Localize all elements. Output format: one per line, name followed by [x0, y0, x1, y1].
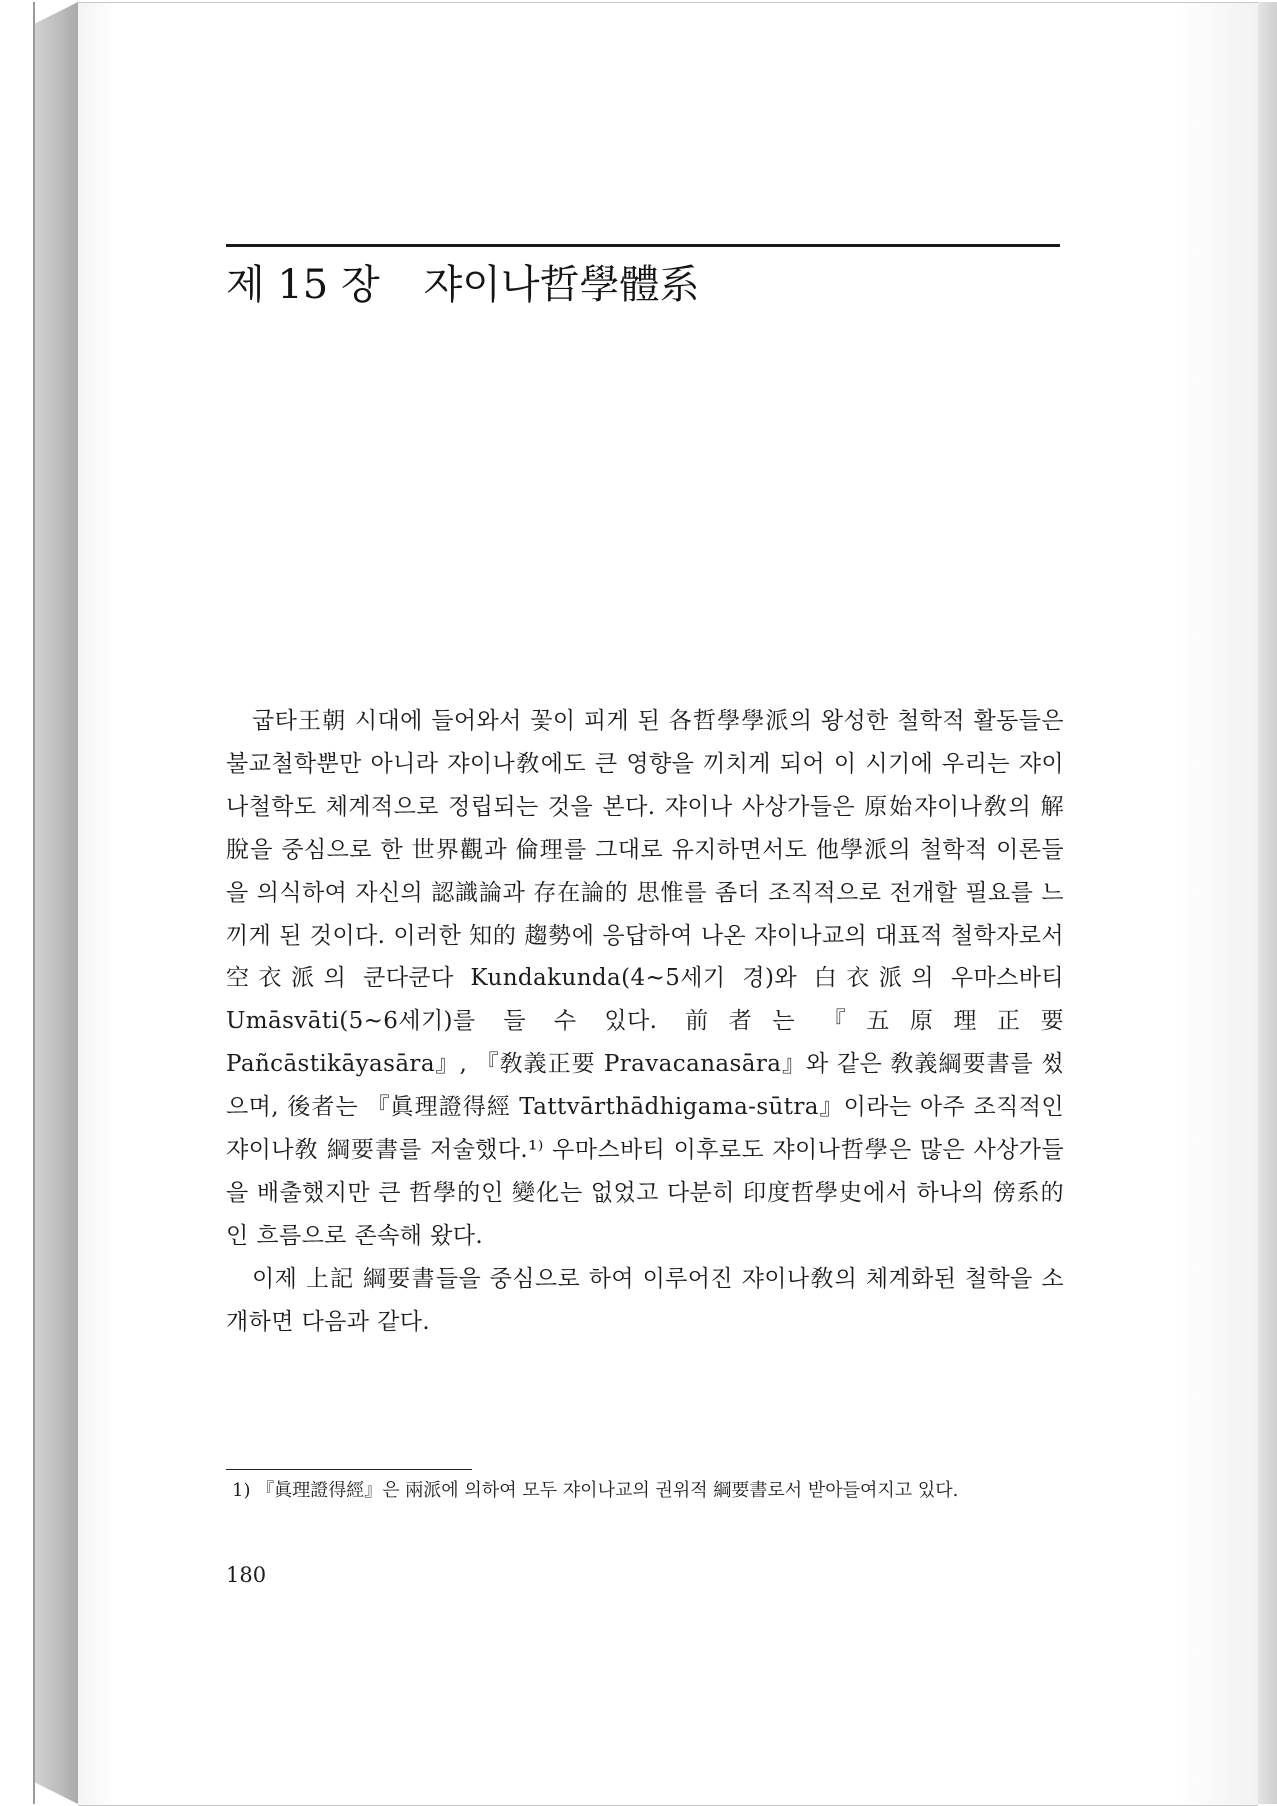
chapter-number: 제 15 장 — [226, 262, 380, 308]
paragraph: 굽타王朝 시대에 들어와서 꽃이 피게 된 各哲學學派의 왕성한 철학적 활동들은 불교철학뿐만 아니라 쟈이나敎에도 큰 영향을 끼치게 되어 이 시기에 우리는 쟈이나철학도 체계적으로 정립되는 것을 본다. 쟈이나 사상가들은 原始쟈이나敎의 解脫을 중심으로 한 世界觀과 倫理를 그대로 유지하면서도 他學派의 철학적 이론들을 의식하여 자신의 認識論과 存在論的 思惟를 좀더 조직적으로 전개할 필요를 느끼게 된 것이다. 이러한 知的 趨勢에 응답하여 나온 쟈이나교의 대표적 철학자로서 空衣派의 쿤다쿤다 Kundakunda(4~5세기 경)와 白衣派의 우마스바티 Umāsvāti(5~6세기)를 들 수 있다. 前者는 『五原理正要 Pañcāstikāyasāra』, 『敎義正要 Pravacanasāra』와 같은 敎義綱要書를 썼으며, 後者는 『眞理證得經 Tattvārthādhigama-sūtra』이라는 아주 조직적인 쟈이나敎 綱要書를 저술했다.¹⁾ 우마스바티 이후로도 쟈이나哲學은 많은 사상가들을 배출했지만 큰 哲學的인 變化는 없었고 다분히 印度哲學史에서 하나의 傍系的인 흐름으로 존속해 왔다. — [226, 708, 1064, 1249]
chapter-title: 쟈이나哲學體系 — [423, 262, 700, 308]
paragraph: 이제 上記 綱要書들을 중심으로 하여 이루어진 쟈이나敎의 체계화된 철학을 소개하면 다음과 같다. — [226, 1265, 1064, 1335]
chapter-rule — [226, 244, 1060, 247]
page-right-edge — [1258, 2, 1277, 1804]
book-spine — [34, 2, 78, 1804]
body-text — [226, 700, 1064, 1344]
spine-edge — [33, 2, 35, 1804]
chapter-heading — [226, 258, 1060, 312]
footnote: 1) 『眞理證得經』은 兩派에 의하여 모두 쟈이나교의 권위적 綱要書로서 받아들여지고 있다. — [232, 1480, 959, 1501]
footnote-rule — [226, 1469, 472, 1470]
page-number: 180 — [226, 1563, 267, 1587]
